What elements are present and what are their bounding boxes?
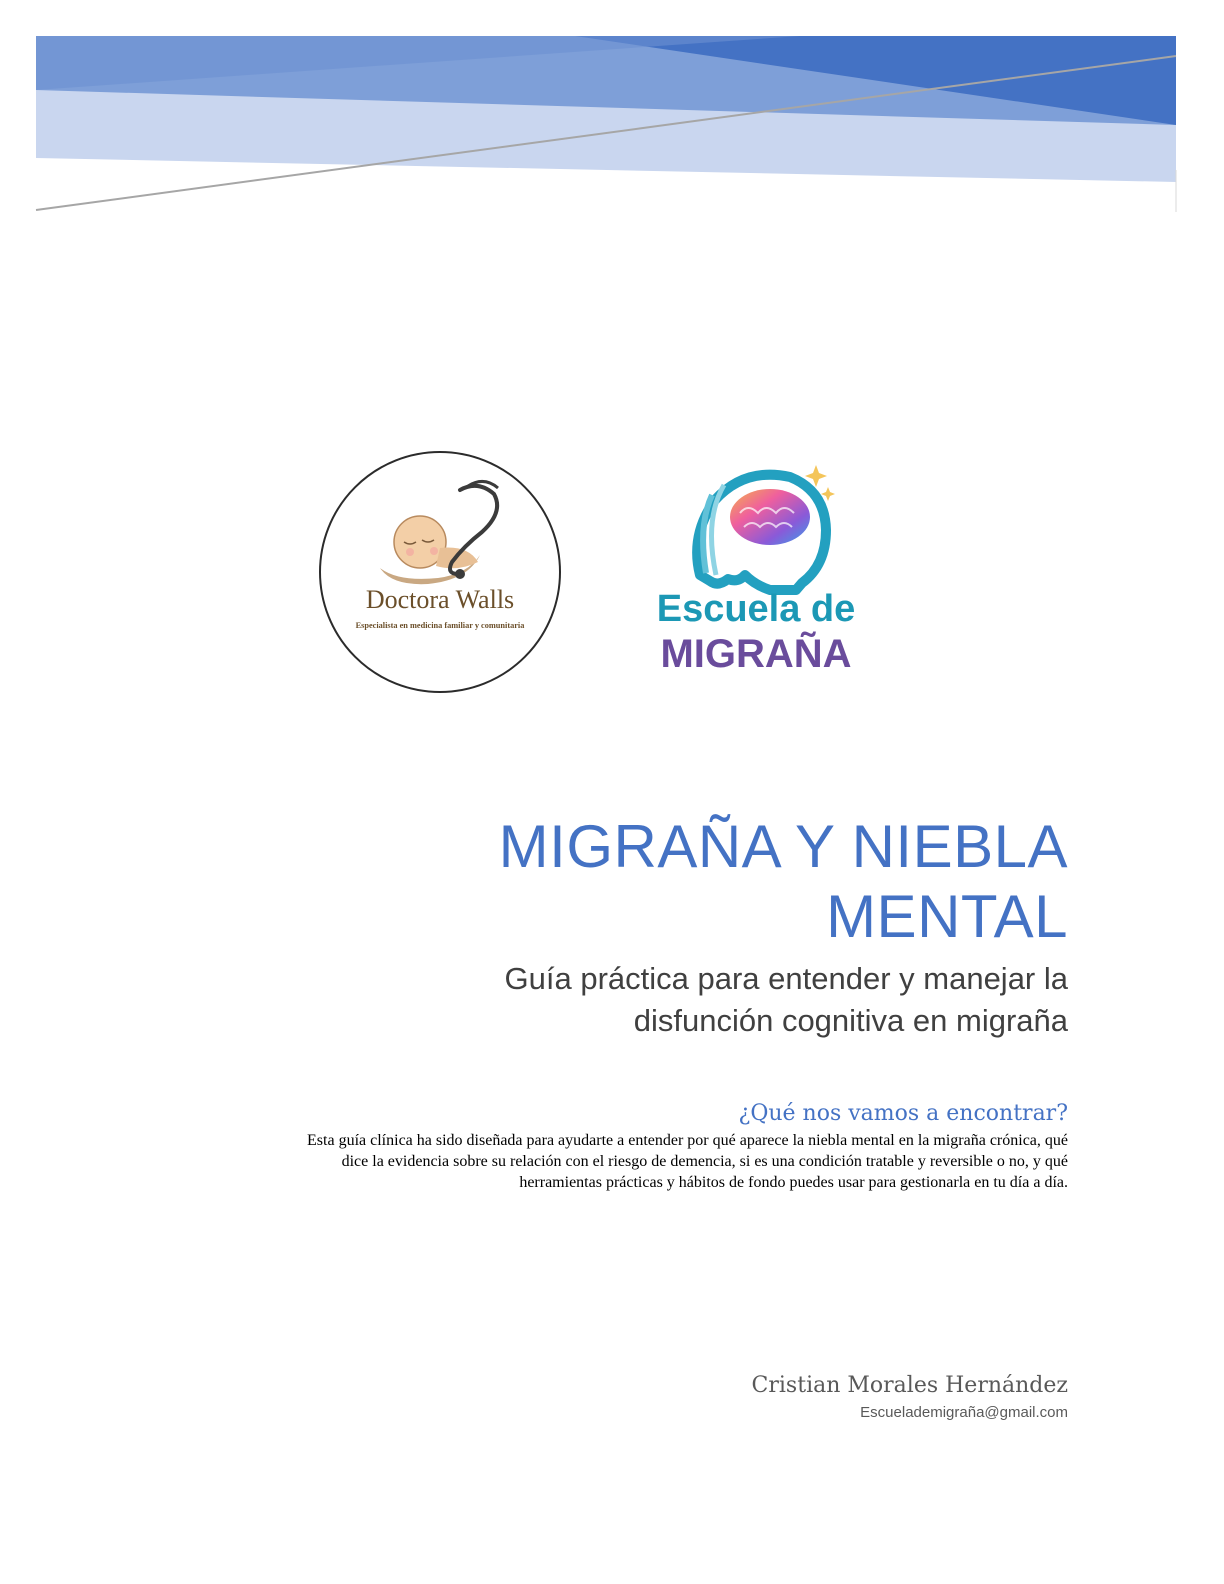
document-subtitle: [348, 958, 1068, 1042]
section-body: Esta guía clínica ha sido diseñada para ayudarte a entender por qué aparece la niebla mental en la migraña crónica, qué dice la evidencia sobre su relación con el riesgo de demencia, si es una condición tratable y reversible o no, y qué herramientas prácticas y hábitos de fondo puedes usar para gestionarla en tu día a día.: [307, 1132, 1068, 1191]
subtitle-line-2: disfunción cognitiva en migraña: [633, 1003, 1068, 1038]
escuela-logo-line1: Escuela de: [656, 588, 856, 630]
summary-section: [278, 1098, 1068, 1193]
section-heading: ¿Qué nos vamos a encontrar?: [738, 1101, 1068, 1126]
header-banner: [0, 0, 1224, 230]
escuela-de-migrana-logo: [620, 425, 890, 695]
doctora-walls-name: Doctora Walls: [365, 585, 515, 614]
title-line-2: MENTAL: [826, 883, 1068, 950]
subtitle-line-1: Guía práctica para entender y manejar la: [504, 961, 1068, 996]
title-block: [348, 812, 1068, 1042]
escuela-logo-line2: MIGRAÑA: [660, 632, 852, 676]
author-name: Cristian Morales Hernández: [751, 1373, 1068, 1398]
brain-icon: [730, 489, 810, 545]
author-block: [468, 1370, 1068, 1424]
doctora-walls-logo: [318, 450, 562, 694]
doctora-walls-tagline: Especialista en medicina familiar y comunitaria: [355, 621, 525, 630]
author-email: Escuelademigraña@gmail.com: [860, 1404, 1068, 1421]
document-title: [348, 812, 1068, 952]
title-line-1: MIGRAÑA Y NIEBLA: [498, 813, 1068, 880]
